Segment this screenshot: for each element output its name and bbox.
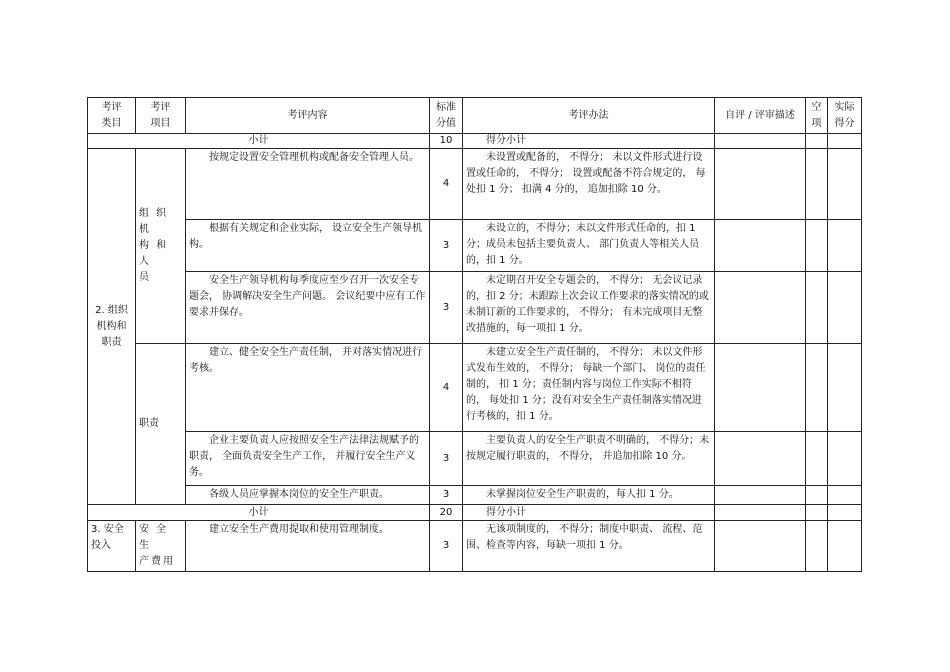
content-cell: 建立安全生产费用提取和使用管理制度。 xyxy=(186,521,430,572)
header-row xyxy=(88,98,862,134)
table-row xyxy=(88,486,862,505)
header-empty: 空 项 xyxy=(806,98,828,134)
content-cell: 根据有关规定和企业实际， 设立安全生产领导机构。 xyxy=(186,220,430,272)
header-self-eval: 自评 / 评审描述 xyxy=(715,98,806,134)
method-cell: 未定期召开安全专题会的， 不得分； 无会议记录的，扣 2 分；未跟踪上次会议工作要求的落实情况的或未制订新的工作要求的， 不得分； 有未完成项目无整改措施的，每一项扣 1 分。 xyxy=(463,272,715,344)
subtotal-text: 得分小计 xyxy=(463,505,715,521)
method-cell: 未设置或配备的， 不得分； 未以文件形式进行设置或任命的， 不得分； 设置或配备不符合规定的， 每处扣 1 分； 扣满 4 分的， 追加扣除 10 分。 xyxy=(463,149,715,220)
content-cell: 安全生产领导机构每季度应至少召开一次安全专题会， 协调解决安全生产问题。 会议纪要中应有工作要求并保存。 xyxy=(186,272,430,344)
table-row xyxy=(88,344,862,432)
section2-category: 2. 组织 机构和 职责 xyxy=(88,149,136,505)
method-cell: 未设立的，不得分；未以文件形式任命的，扣 1 分；成员未包括主要负责人、 部门负责人等相关人员的，扣 1 分。 xyxy=(463,220,715,272)
score-cell: 3 xyxy=(430,521,463,572)
content-cell: 按规定设置安全管理机构或配备安全管理人员。 xyxy=(186,149,430,220)
header-actual: 实际 得分 xyxy=(828,98,862,134)
score-cell: 3 xyxy=(430,432,463,486)
score-cell: 3 xyxy=(430,220,463,272)
subtotal-row xyxy=(88,134,862,149)
section2-item-duty: 职责 xyxy=(136,344,186,505)
header-method: 考评办法 xyxy=(463,98,715,134)
subtotal-label: 小计 xyxy=(88,134,430,149)
table-row xyxy=(88,432,862,486)
table-row xyxy=(88,521,862,572)
method-cell: 未掌握岗位安全生产职责的，每人扣 1 分。 xyxy=(463,486,715,505)
content-cell: 建立、健全安全生产责任制， 并对落实情况进行考核。 xyxy=(186,344,430,432)
subtotal-score: 10 xyxy=(430,134,463,149)
method-cell: 主要负责人的安全生产职责不明确的， 不得分；未按规定履行职责的， 不得分， 并追加扣除 10 分。 xyxy=(463,432,715,486)
content-cell: 企业主要负责人应按照安全生产法律法规赋予的职责， 全面负责安全生产工作， 并履行安全生产义务。 xyxy=(186,432,430,486)
method-cell: 未建立安全生产责任制的， 不得分； 未以文件形式发布生效的， 不得分； 每缺一个部门、 岗位的责任制的， 扣 1 分；责任制内容与岗位工作实际不相符的， 每处扣 1 分；没有对安全生产责任制落实情况进行考核的，扣 1 分。 xyxy=(463,344,715,432)
section2-item-org: 组 织 机 构 和 人 员 xyxy=(136,149,186,344)
header-content: 考评内容 xyxy=(186,98,430,134)
content-cell: 各级人员应掌握本岗位的安全生产职责。 xyxy=(186,486,430,505)
subtotal-label: 小计 xyxy=(88,505,430,521)
score-cell: 3 xyxy=(430,272,463,344)
section3-category: 3. 安全 投入 xyxy=(88,521,136,572)
table-row xyxy=(88,149,862,220)
method-cell: 无该项制度的， 不得分；制度中职责、 流程、范围、检查等内容，每缺一项扣 1 分。 xyxy=(463,521,715,572)
table-row xyxy=(88,272,862,344)
section3-item: 安 全 生 产费用 xyxy=(136,521,186,572)
subtotal-row xyxy=(88,505,862,521)
header-item: 考评 项目 xyxy=(136,98,186,134)
subtotal-text: 得分小计 xyxy=(463,134,715,149)
table-row xyxy=(88,220,862,272)
header-category: 考评 类目 xyxy=(88,98,136,134)
subtotal-score: 20 xyxy=(430,505,463,521)
score-cell: 3 xyxy=(430,486,463,505)
evaluation-table xyxy=(87,97,862,572)
score-cell: 4 xyxy=(430,344,463,432)
score-cell: 4 xyxy=(430,149,463,220)
header-score: 标准 分值 xyxy=(430,98,463,134)
